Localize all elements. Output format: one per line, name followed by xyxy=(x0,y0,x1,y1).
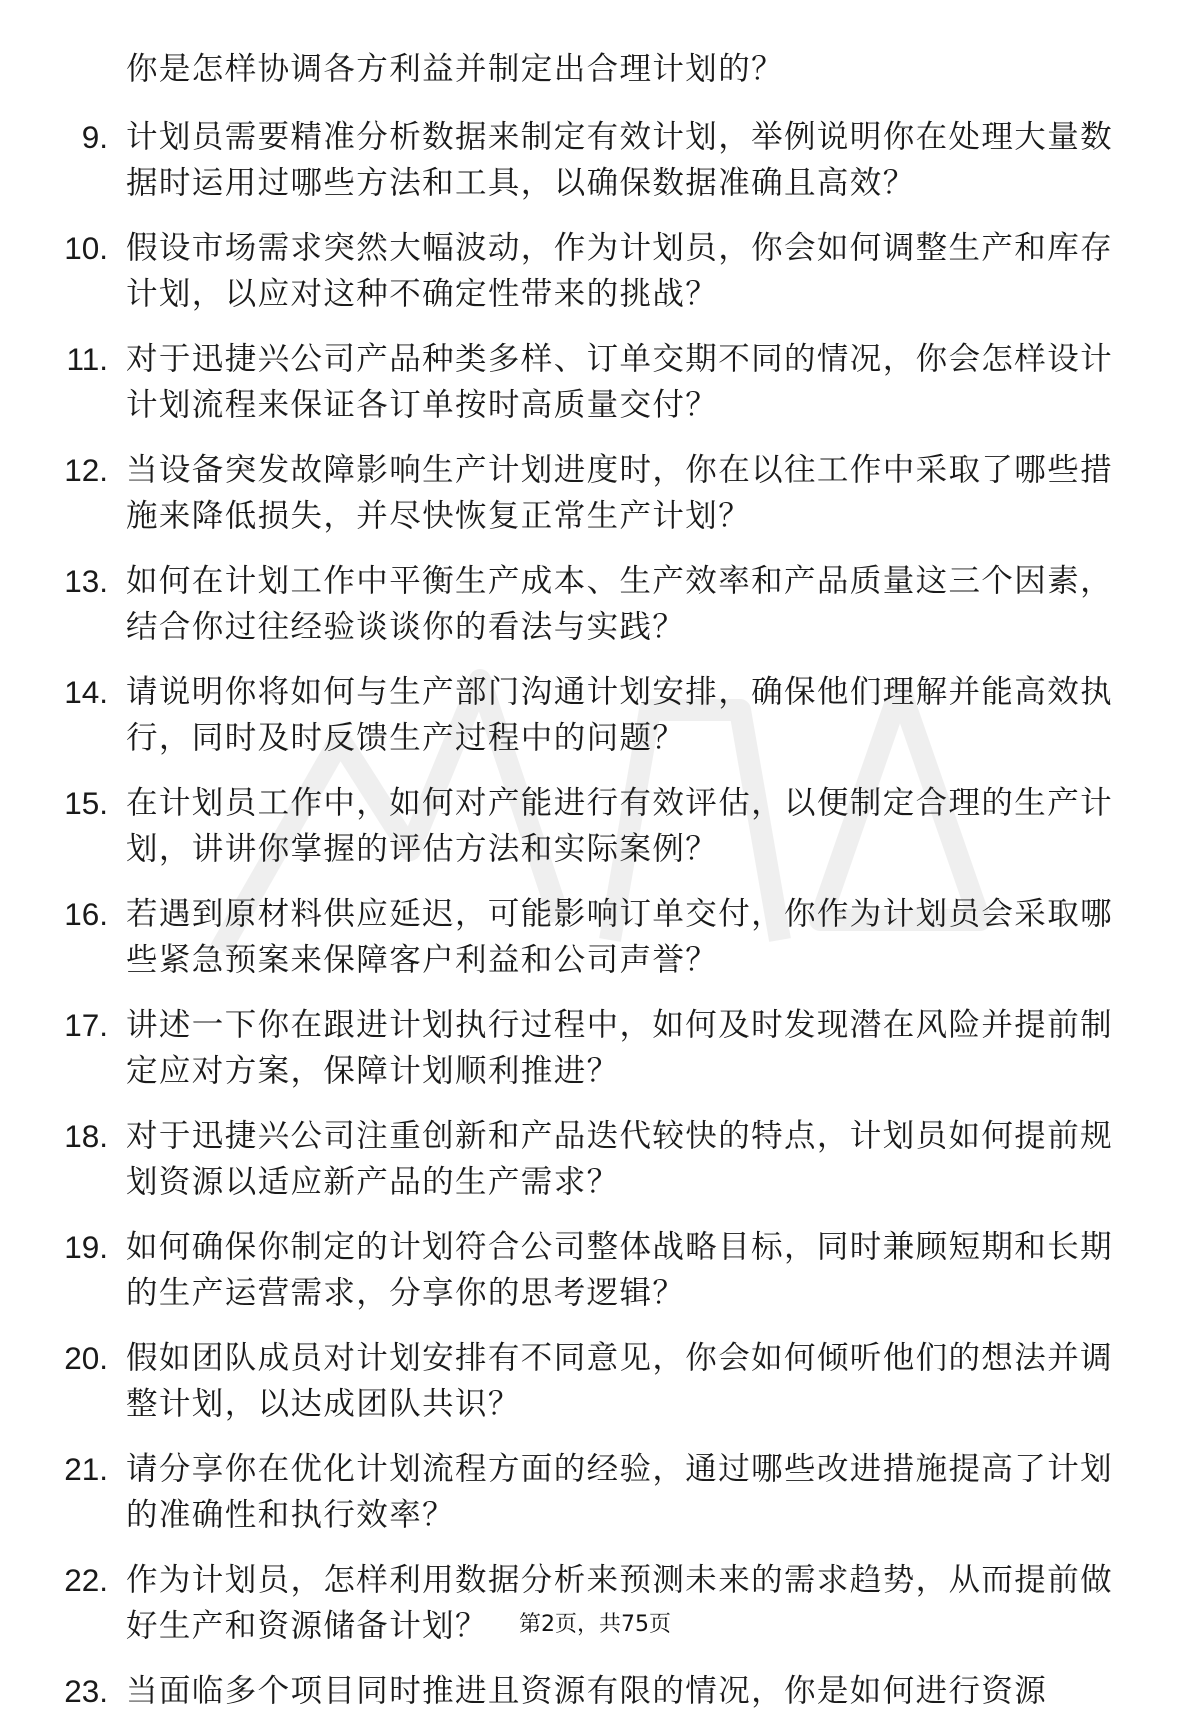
question-text: 如何在计划工作中平衡生产成本、生产效率和产品质量这三个因素，结合你过往经验谈谈你的看法与实践？ xyxy=(126,563,1114,645)
question-text: 假如团队成员对计划安排有不同意见，你会如何倾听他们的想法并调整计划，以达成团队共识？ xyxy=(126,1340,1114,1422)
question-number: 10. xyxy=(64,230,108,266)
question-item-continuation xyxy=(0,46,1190,92)
question-text: 当面临多个项目同时推进且资源有限的情况，你是如何进行资源 xyxy=(126,1673,1048,1709)
question-item-23 xyxy=(0,1668,1190,1714)
page-indicator: 第2页，共75页 xyxy=(519,1612,671,1637)
question-number: 18. xyxy=(64,1118,108,1154)
question-text: 假设市场需求突然大幅波动，作为计划员，你会如何调整生产和库存计划，以应对这种不确定性带来的挑战？ xyxy=(126,230,1114,312)
question-text: 当设备突发故障影响生产计划进度时，你在以往工作中采取了哪些措施来降低损失，并尽快恢复正常生产计划？ xyxy=(126,452,1114,534)
question-item-15 xyxy=(0,780,1190,872)
page-footer xyxy=(0,1610,1190,1640)
question-item-17 xyxy=(0,1002,1190,1094)
question-text: 讲述一下你在跟进计划执行过程中，如何及时发现潜在风险并提前制定应对方案，保障计划顺利推进？ xyxy=(126,1007,1114,1089)
question-text: 作为计划员，怎样利用数据分析来预测未来的需求趋势，从而提前做好生产和资源储备计划？ xyxy=(126,1562,1114,1644)
question-number: 21. xyxy=(64,1451,108,1487)
question-text: 在计划员工作中，如何对产能进行有效评估，以便制定合理的生产计划，讲讲你掌握的评估方法和实际案例？ xyxy=(126,785,1114,867)
question-number: 12. xyxy=(64,452,108,488)
question-item-21 xyxy=(0,1446,1190,1538)
question-text: 对于迅捷兴公司产品种类多样、订单交期不同的情况，你会怎样设计计划流程来保证各订单按时高质量交付？ xyxy=(126,341,1114,423)
question-item-10 xyxy=(0,225,1190,317)
question-item-12 xyxy=(0,447,1190,539)
question-number: 11. xyxy=(66,341,108,377)
question-item-14 xyxy=(0,669,1190,761)
question-number: 15. xyxy=(64,785,108,821)
question-number: 13. xyxy=(64,563,108,599)
question-text: 请说明你将如何与生产部门沟通计划安排，确保他们理解并能高效执行，同时及时反馈生产过程中的问题？ xyxy=(126,674,1114,756)
question-item-16 xyxy=(0,891,1190,983)
question-item-20 xyxy=(0,1335,1190,1427)
question-number: 16. xyxy=(64,896,108,932)
question-text: 对于迅捷兴公司注重创新和产品迭代较快的特点，计划员如何提前规划资源以适应新产品的生产需求？ xyxy=(126,1118,1114,1200)
question-number: 14. xyxy=(64,674,108,710)
question-number: 17. xyxy=(64,1007,108,1043)
question-number: 22. xyxy=(64,1562,108,1598)
question-item-9 xyxy=(0,114,1190,206)
question-item-18 xyxy=(0,1113,1190,1205)
question-number: 20. xyxy=(64,1340,108,1376)
question-item-13 xyxy=(0,558,1190,650)
question-item-11 xyxy=(0,336,1190,428)
question-number: 19. xyxy=(64,1229,108,1265)
question-list xyxy=(0,46,1190,1733)
question-text: 你是怎样协调各方利益并制定出合理计划的？ xyxy=(126,51,785,87)
question-text: 若遇到原材料供应延迟，可能影响订单交付，你作为计划员会采取哪些紧急预案来保障客户利益和公司声誉？ xyxy=(126,896,1114,978)
question-text: 如何确保你制定的计划符合公司整体战略目标，同时兼顾短期和长期的生产运营需求，分享你的思考逻辑？ xyxy=(126,1229,1114,1311)
question-number: 9. xyxy=(81,119,108,155)
question-item-19 xyxy=(0,1224,1190,1316)
question-text: 请分享你在优化计划流程方面的经验，通过哪些改进措施提高了计划的准确性和执行效率？ xyxy=(126,1451,1114,1533)
question-text: 计划员需要精准分析数据来制定有效计划，举例说明你在处理大量数据时运用过哪些方法和工具，以确保数据准确且高效？ xyxy=(126,119,1114,201)
question-number: 23. xyxy=(64,1673,108,1709)
